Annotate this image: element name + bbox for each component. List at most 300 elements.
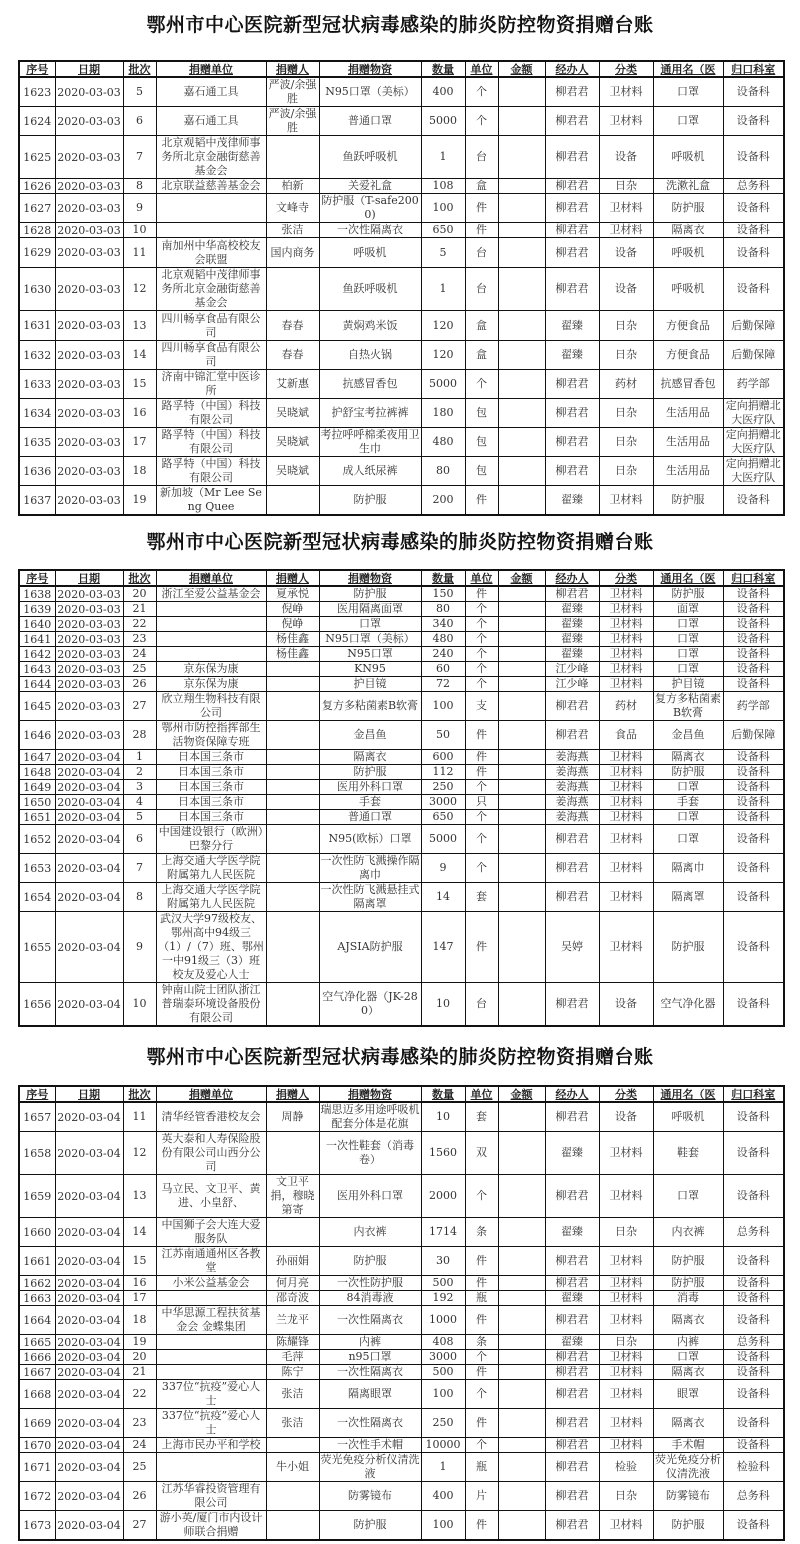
cell-generic-name: 生活用品 — [653, 428, 723, 457]
cell-serial-no: 1646 — [19, 721, 55, 750]
cell-generic-name: 防护服 — [653, 1247, 723, 1276]
cell-batch: 20 — [123, 586, 156, 602]
cell-quantity: 1560 — [421, 1132, 465, 1175]
cell-handler: 柳君君 — [545, 370, 599, 399]
cell-handler: 江少峰 — [545, 677, 599, 692]
cell-donor-org: 马立民、文卫平、黄进、小皇舒、 — [156, 1175, 266, 1218]
cell-donor-org: 京东保为康 — [156, 662, 266, 677]
cell-amount — [498, 77, 545, 107]
table-row — [19, 780, 784, 795]
cell-generic-name: 抗感冒香包 — [653, 370, 723, 399]
cell-donated-item: 空气净化器（JK-280） — [319, 983, 421, 1027]
cell-donor-org: 江苏华睿投资管理有限公司 — [156, 1482, 266, 1511]
cell-department: 设备科 — [723, 825, 784, 854]
cell-generic-name: 防雾镜布 — [653, 1482, 723, 1511]
cell-date: 2020-03-03 — [55, 107, 123, 136]
cell-handler: 柳君君 — [545, 1350, 599, 1365]
cell-quantity: 1 — [421, 136, 465, 179]
cell-quantity: 480 — [421, 632, 465, 647]
cell-category: 卫材料 — [599, 632, 653, 647]
cell-serial-no: 1651 — [19, 810, 55, 825]
cell-donated-item: 防护服 — [319, 1247, 421, 1276]
cell-amount — [498, 810, 545, 825]
cell-serial-no: 1641 — [19, 632, 55, 647]
cell-department: 设备科 — [723, 486, 784, 516]
cell-quantity: 147 — [421, 912, 465, 983]
table-row — [19, 1409, 784, 1438]
column-header-department: 归口科室 — [723, 61, 784, 77]
cell-batch: 16 — [123, 399, 156, 428]
cell-date: 2020-03-04 — [55, 983, 123, 1027]
table-row — [19, 1306, 784, 1335]
cell-date: 2020-03-03 — [55, 486, 123, 516]
cell-amount — [498, 780, 545, 795]
column-header-generic-name: 通用名（医 — [653, 570, 723, 586]
cell-date: 2020-03-04 — [55, 1247, 123, 1276]
cell-category: 卫材料 — [599, 602, 653, 617]
cell-serial-no: 1673 — [19, 1511, 55, 1541]
cell-donor-person — [266, 662, 319, 677]
cell-serial-no: 1660 — [19, 1218, 55, 1247]
cell-serial-no: 1663 — [19, 1291, 55, 1306]
cell-date: 2020-03-04 — [55, 854, 123, 883]
cell-batch: 10 — [123, 223, 156, 238]
cell-donor-org: 浙江至爱公益基金会 — [156, 586, 266, 602]
cell-quantity: 5 — [421, 238, 465, 268]
column-header-quantity: 数量 — [421, 1086, 465, 1102]
cell-unit: 件 — [465, 1365, 498, 1380]
cell-generic-name: 口罩 — [653, 662, 723, 677]
cell-category: 卫材料 — [599, 883, 653, 912]
cell-batch: 17 — [123, 1291, 156, 1306]
cell-quantity: 5000 — [421, 370, 465, 399]
cell-date: 2020-03-04 — [55, 883, 123, 912]
cell-donor-org: 新加坡（Mr Lee Seng Quee — [156, 486, 266, 516]
cell-amount — [498, 194, 545, 223]
cell-department: 药学部 — [723, 370, 784, 399]
cell-quantity: 180 — [421, 399, 465, 428]
cell-serial-no: 1628 — [19, 223, 55, 238]
cell-handler: 柳君君 — [545, 1438, 599, 1453]
table-row — [19, 1276, 784, 1291]
cell-generic-name: 生活用品 — [653, 457, 723, 486]
cell-amount — [498, 370, 545, 399]
cell-donor-person — [266, 854, 319, 883]
cell-donor-org: 中国建设银行（欧洲）巴黎分行 — [156, 825, 266, 854]
cell-amount — [498, 795, 545, 810]
cell-handler: 姜海燕 — [545, 765, 599, 780]
cell-donor-person: 春春 — [266, 341, 319, 370]
cell-donated-item: 防护服 — [319, 486, 421, 516]
donation-table-2 — [18, 569, 785, 1027]
cell-donated-item: 瑞思迈多用途呼吸机配套分体是花旗 — [320, 1103, 420, 1130]
cell-serial-no: 1635 — [19, 428, 55, 457]
cell-donated-item: N95口罩（美标） — [319, 632, 421, 647]
cell-category: 卫材料 — [599, 1132, 653, 1175]
cell-unit: 件 — [465, 194, 498, 223]
cell-date: 2020-03-04 — [55, 780, 123, 795]
column-header-quantity: 数量 — [421, 61, 465, 77]
cell-amount — [498, 1247, 545, 1276]
cell-handler: 柳君君 — [545, 1409, 599, 1438]
cell-donor-person — [266, 780, 319, 795]
cell-batch: 12 — [123, 268, 156, 311]
cell-date: 2020-03-03 — [55, 428, 123, 457]
table-row — [19, 662, 784, 677]
cell-date: 2020-03-04 — [55, 765, 123, 780]
column-header-amount: 金额 — [498, 61, 545, 77]
cell-category: 日杂 — [599, 428, 653, 457]
cell-department: 设备科 — [723, 662, 784, 677]
cell-serial-no: 1627 — [19, 194, 55, 223]
cell-department: 设备科 — [723, 983, 784, 1027]
cell-handler: 柳君君 — [545, 1365, 599, 1380]
cell-donated-item: 一次性防飞溅操作隔离巾 — [320, 854, 420, 881]
cell-donated-item: 成人纸尿裤 — [319, 457, 421, 486]
cell-date: 2020-03-04 — [55, 1132, 123, 1175]
cell-generic-name: 口罩 — [653, 1350, 723, 1365]
cell-generic-name: 手套 — [653, 795, 723, 810]
cell-quantity: 72 — [421, 677, 465, 692]
cell-quantity: 400 — [421, 77, 465, 107]
cell-serial-no: 1639 — [19, 602, 55, 617]
cell-quantity: 3000 — [421, 795, 465, 810]
cell-unit: 瓶 — [465, 1453, 498, 1482]
cell-donated-item: 手套 — [319, 795, 421, 810]
cell-generic-name: 呼吸机 — [653, 268, 723, 311]
cell-category: 日杂 — [599, 179, 653, 194]
cell-batch: 25 — [123, 1453, 156, 1482]
cell-date: 2020-03-04 — [55, 1482, 123, 1511]
cell-unit: 个 — [465, 1380, 498, 1409]
cell-donated-item: 一次性隔离衣 — [319, 1409, 421, 1438]
cell-quantity: 5000 — [421, 107, 465, 136]
cell-unit: 个 — [465, 602, 498, 617]
cell-donor-org: 中国狮子会大连大爱服务队 — [156, 1218, 266, 1247]
cell-quantity: 240 — [421, 647, 465, 662]
cell-unit: 件 — [465, 1409, 498, 1438]
cell-department: 设备科 — [723, 1247, 784, 1276]
cell-department: 设备科 — [723, 810, 784, 825]
cell-generic-name: 空气净化器 — [653, 983, 723, 1027]
cell-donor-person: 倪峥 — [266, 602, 319, 617]
cell-date: 2020-03-04 — [55, 1218, 123, 1247]
cell-batch: 15 — [123, 370, 156, 399]
column-header-category: 分类 — [599, 61, 653, 77]
table-row — [19, 765, 784, 780]
cell-department: 设备科 — [723, 1350, 784, 1365]
cell-donor-org: 日本国三条市 — [156, 780, 266, 795]
cell-serial-no: 1638 — [19, 586, 55, 602]
cell-department: 定向捐赠北大医疗队 — [723, 399, 784, 428]
cell-category: 卫材料 — [599, 750, 653, 765]
cell-amount — [498, 883, 545, 912]
cell-generic-name: 隔离衣 — [653, 1365, 723, 1380]
cell-date: 2020-03-04 — [55, 1102, 123, 1132]
cell-unit: 个 — [465, 1175, 498, 1218]
cell-donor-person: 邵奇波 — [266, 1291, 319, 1306]
cell-amount — [498, 486, 545, 516]
cell-category: 卫材料 — [599, 1350, 653, 1365]
cell-department: 设备科 — [723, 1132, 784, 1175]
column-header-category: 分类 — [599, 1086, 653, 1102]
cell-category: 日杂 — [599, 1482, 653, 1511]
cell-generic-name: 生活用品 — [653, 399, 723, 428]
cell-unit: 盒 — [465, 341, 498, 370]
cell-serial-no: 1658 — [19, 1132, 55, 1175]
cell-donor-person — [266, 677, 319, 692]
cell-amount — [498, 647, 545, 662]
cell-generic-name: 洗漱礼盒 — [653, 179, 723, 194]
table-row — [19, 1132, 784, 1175]
cell-unit: 件 — [465, 750, 498, 765]
cell-quantity: 480 — [421, 428, 465, 457]
column-header-donor-person: 捐赠人 — [266, 1086, 319, 1102]
cell-category: 卫材料 — [599, 810, 653, 825]
cell-category: 设备 — [599, 238, 653, 268]
cell-donor-person: 柏新 — [266, 179, 319, 194]
cell-amount — [498, 341, 545, 370]
cell-donor-person: 牛小姐 — [266, 1453, 319, 1482]
cell-quantity: 100 — [421, 1511, 465, 1541]
cell-batch: 23 — [123, 1409, 156, 1438]
cell-department: 定向捐赠北大医疗队 — [723, 428, 784, 457]
cell-generic-name: 口罩 — [653, 1175, 723, 1218]
table-row — [19, 1175, 784, 1218]
column-header-donor-org: 捐赠单位 — [156, 61, 266, 77]
cell-handler: 姜海燕 — [545, 795, 599, 810]
cell-amount — [498, 457, 545, 486]
cell-quantity: 250 — [421, 780, 465, 795]
cell-donor-person — [266, 721, 319, 750]
cell-generic-name: 复方多粘菌素B软膏 — [655, 692, 721, 719]
cell-donor-person: 陈宁 — [266, 1365, 319, 1380]
cell-department: 总务科 — [723, 1482, 784, 1511]
cell-quantity: 50 — [421, 721, 465, 750]
cell-batch: 11 — [123, 238, 156, 268]
cell-department: 后勤保障 — [723, 341, 784, 370]
cell-category: 卫材料 — [599, 617, 653, 632]
cell-generic-name: 面罩 — [653, 602, 723, 617]
cell-category: 卫材料 — [599, 586, 653, 602]
cell-donated-item: 鱼跃呼吸机 — [319, 268, 421, 311]
cell-donor-person: 严波/余强胜 — [266, 107, 319, 136]
cell-batch: 10 — [123, 983, 156, 1027]
cell-unit: 台 — [465, 983, 498, 1027]
cell-donated-item: 呼吸机 — [319, 238, 421, 268]
cell-quantity: 100 — [421, 194, 465, 223]
cell-generic-name: 防护服 — [653, 486, 723, 516]
cell-donor-person — [266, 692, 319, 721]
cell-serial-no: 1631 — [19, 311, 55, 341]
cell-category: 设备 — [599, 983, 653, 1027]
cell-amount — [498, 1218, 545, 1247]
cell-handler: 柳君君 — [545, 883, 599, 912]
cell-generic-name: 消毒 — [653, 1291, 723, 1306]
cell-unit: 个 — [465, 825, 498, 854]
cell-donor-org: 嘉石通工具 — [156, 77, 266, 107]
cell-donor-org: 路孚特（中国）科技有限公司 — [156, 428, 266, 457]
cell-donor-org: 日本国三条市 — [156, 810, 266, 825]
cell-handler: 柳君君 — [545, 107, 599, 136]
cell-handler: 柳君君 — [545, 721, 599, 750]
cell-quantity: 80 — [421, 602, 465, 617]
table-row — [19, 602, 784, 617]
cell-generic-name: 内衣裤 — [653, 1218, 723, 1247]
cell-quantity: 400 — [421, 1482, 465, 1511]
column-header-date: 日期 — [55, 61, 123, 77]
cell-serial-no: 1664 — [19, 1306, 55, 1335]
cell-category: 设备 — [599, 1102, 653, 1132]
cell-donor-org: 江苏南通通州区各教堂 — [156, 1247, 266, 1276]
donation-table-3 — [18, 1085, 785, 1541]
cell-donated-item: N95口罩 — [319, 647, 421, 662]
cell-amount — [498, 1335, 545, 1350]
cell-date: 2020-03-03 — [55, 179, 123, 194]
cell-handler: 柳君君 — [545, 136, 599, 179]
cell-quantity: 500 — [421, 1276, 465, 1291]
cell-donor-person — [266, 1511, 319, 1541]
cell-donor-org: 日本国三条市 — [156, 765, 266, 780]
cell-quantity: 200 — [421, 486, 465, 516]
cell-unit: 个 — [465, 77, 498, 107]
cell-donor-org: 南加州中华高校校友会联盟 — [156, 238, 266, 268]
cell-serial-no: 1667 — [19, 1365, 55, 1380]
cell-generic-name: 内裤 — [653, 1335, 723, 1350]
cell-department: 设备科 — [723, 268, 784, 311]
cell-amount — [498, 1409, 545, 1438]
cell-handler: 柳君君 — [545, 1482, 599, 1511]
cell-serial-no: 1662 — [19, 1276, 55, 1291]
cell-serial-no: 1659 — [19, 1175, 55, 1218]
cell-donor-person — [266, 810, 319, 825]
cell-batch: 28 — [123, 721, 156, 750]
cell-date: 2020-03-03 — [55, 677, 123, 692]
cell-batch: 24 — [123, 647, 156, 662]
cell-batch: 8 — [123, 883, 156, 912]
cell-donor-person: 吴晓斌 — [266, 399, 319, 428]
cell-date: 2020-03-03 — [55, 457, 123, 486]
table-row — [19, 238, 784, 268]
cell-amount — [498, 107, 545, 136]
cell-category: 卫材料 — [599, 1409, 653, 1438]
table-row — [19, 1291, 784, 1306]
cell-date: 2020-03-04 — [55, 1511, 123, 1541]
cell-category: 卫材料 — [599, 912, 653, 983]
cell-donated-item: 一次性隔离衣 — [319, 1306, 421, 1335]
cell-donated-item: 一次性鞋套（消毒卷） — [319, 1132, 421, 1175]
cell-amount — [498, 617, 545, 632]
cell-donated-item: AJSIA防护服 — [319, 912, 421, 983]
cell-department: 设备科 — [723, 107, 784, 136]
cell-generic-name: 防护服 — [653, 1276, 723, 1291]
cell-unit: 套 — [465, 1102, 498, 1132]
cell-batch: 5 — [123, 77, 156, 107]
cell-amount — [498, 1350, 545, 1365]
cell-donor-person — [266, 1482, 319, 1511]
cell-department: 设备科 — [723, 780, 784, 795]
cell-serial-no: 1625 — [19, 136, 55, 179]
cell-unit: 个 — [465, 1350, 498, 1365]
cell-batch: 9 — [123, 194, 156, 223]
cell-department: 设备科 — [723, 677, 784, 692]
cell-batch: 19 — [123, 1335, 156, 1350]
table-row — [19, 1102, 784, 1132]
cell-donor-org — [156, 617, 266, 632]
cell-serial-no: 1637 — [19, 486, 55, 516]
cell-department: 设备科 — [723, 854, 784, 883]
cell-date: 2020-03-03 — [55, 268, 123, 311]
cell-date: 2020-03-03 — [55, 341, 123, 370]
column-header-batch: 批次 — [123, 61, 156, 77]
column-header-generic-name: 通用名（医 — [653, 1086, 723, 1102]
cell-generic-name: 口罩 — [653, 632, 723, 647]
cell-donor-person: 文峰寺 — [266, 194, 319, 223]
column-header-date: 日期 — [55, 1086, 123, 1102]
cell-department: 设备科 — [723, 602, 784, 617]
column-header-donor-person: 捐赠人 — [266, 570, 319, 586]
cell-donor-person — [266, 765, 319, 780]
cell-category: 卫材料 — [599, 647, 653, 662]
table-row — [19, 983, 784, 1027]
cell-donated-item: 防护服 — [319, 1511, 421, 1541]
cell-quantity: 100 — [421, 692, 465, 721]
cell-category: 卫材料 — [599, 107, 653, 136]
cell-department: 设备科 — [723, 1511, 784, 1541]
cell-generic-name: 手术帽 — [653, 1438, 723, 1453]
cell-handler: 柳君君 — [545, 194, 599, 223]
cell-quantity: 192 — [421, 1291, 465, 1306]
cell-batch: 24 — [123, 1438, 156, 1453]
cell-category: 卫材料 — [599, 223, 653, 238]
cell-generic-name: 呼吸机 — [653, 238, 723, 268]
cell-amount — [498, 912, 545, 983]
table-row — [19, 136, 784, 179]
cell-donor-org: 路孚特（中国）科技有限公司 — [156, 457, 266, 486]
cell-unit: 包 — [465, 399, 498, 428]
cell-generic-name: 防护服 — [653, 1511, 723, 1541]
cell-date: 2020-03-03 — [55, 721, 123, 750]
cell-serial-no: 1632 — [19, 341, 55, 370]
cell-date: 2020-03-03 — [55, 77, 123, 107]
cell-amount — [498, 586, 545, 602]
cell-batch: 6 — [123, 107, 156, 136]
cell-donated-item: 普通口罩 — [319, 107, 421, 136]
column-header-serial-no: 序号 — [19, 570, 55, 586]
cell-department: 检验科 — [723, 1453, 784, 1482]
table-row — [19, 1482, 784, 1511]
cell-serial-no: 1643 — [19, 662, 55, 677]
cell-generic-name: 方便食品 — [653, 311, 723, 341]
cell-handler: 姜海燕 — [545, 810, 599, 825]
cell-date: 2020-03-04 — [55, 1335, 123, 1350]
cell-donated-item: 一次性防护服 — [319, 1276, 421, 1291]
cell-quantity: 100 — [421, 1380, 465, 1409]
cell-amount — [498, 1511, 545, 1541]
cell-donor-org: 337位“抗疫”爱心人士 — [156, 1380, 266, 1409]
cell-date: 2020-03-04 — [55, 912, 123, 983]
cell-donated-item: 复方多粘菌素B软膏 — [319, 692, 421, 721]
table-row — [19, 883, 784, 912]
cell-donor-person — [266, 795, 319, 810]
table-row — [19, 194, 784, 223]
cell-donor-org: 鄂州市防控指挥部生活物资保障专班 — [156, 721, 266, 750]
cell-donated-item: 关爱礼盒 — [319, 179, 421, 194]
cell-donor-person: 杨佳鑫 — [266, 647, 319, 662]
table-row — [19, 912, 784, 983]
cell-batch: 6 — [123, 825, 156, 854]
cell-generic-name: 防护服 — [653, 765, 723, 780]
